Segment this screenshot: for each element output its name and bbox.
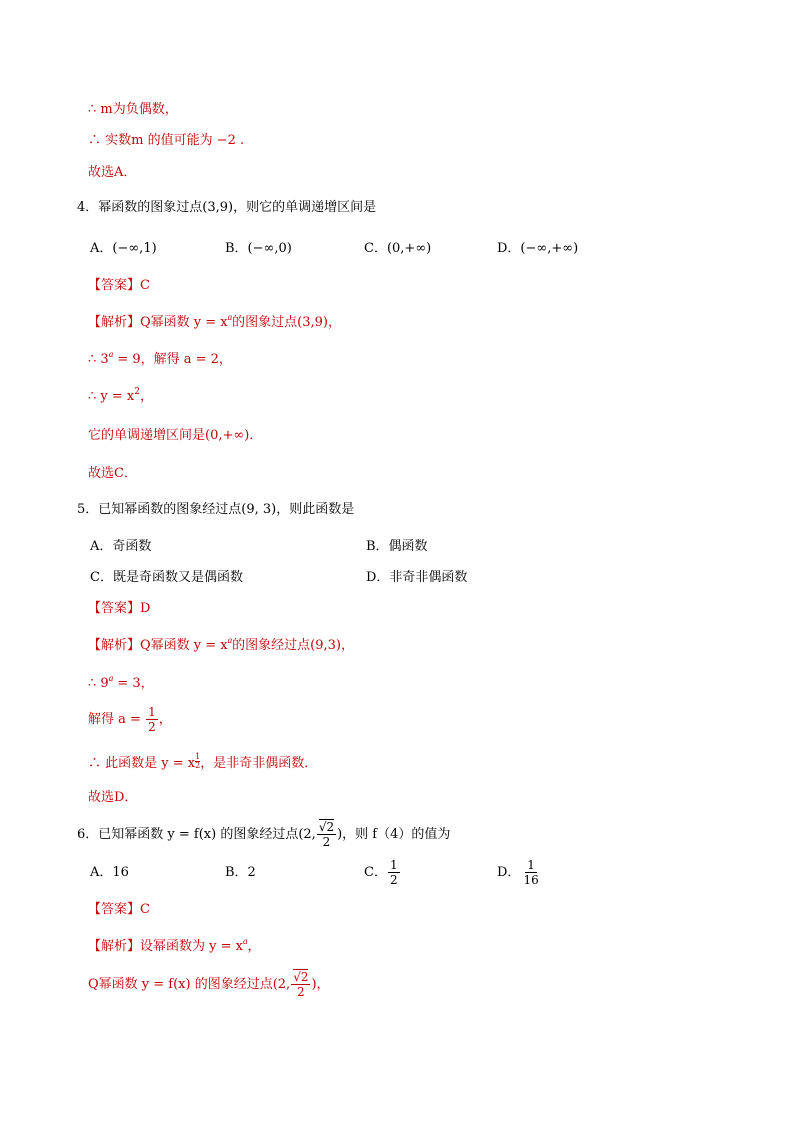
q4-option-c: C．(0,+∞) xyxy=(364,241,432,256)
q6-option-b: B．2 xyxy=(225,865,256,880)
q6-stem-a: 6．已知幂函数 y = f(x) 的图象经过点(2, xyxy=(77,827,316,842)
frac-num: 1 xyxy=(148,705,156,719)
q4-analysis xyxy=(88,314,341,332)
prev-line-2: ∴ 实数m 的值可能为 −2 . xyxy=(88,133,245,148)
q6-option-d xyxy=(497,856,542,890)
q4-step-1b: = 9，解得 a = 2， xyxy=(113,352,232,367)
q5-step-2: 解得 a = $\frac{1}{2}$ ， xyxy=(88,705,172,734)
q4-step-2a: ∴ y = x xyxy=(88,389,135,404)
q5-option-a: A．奇函数 xyxy=(90,539,152,554)
q4-step-2-exp: 2 xyxy=(134,387,140,397)
q4-step-2b: ， xyxy=(139,389,153,404)
q4-analysis-text-1: Q幂函数 y = x xyxy=(140,315,228,330)
sqrt-two: √2 xyxy=(293,970,309,984)
q5-option-d: D．非奇非偶函数 xyxy=(366,570,468,585)
q6-analysis: 【解析】设幂函数为 $y = x^a$， xyxy=(88,936,261,954)
q5-step-3a: ∴ 此函数是 y = x xyxy=(88,756,196,771)
q6-option-c-fraction xyxy=(388,858,400,887)
q4-option-b: B．(−∞,0) xyxy=(225,241,292,256)
q5-analysis-text-2: 的图象经过点(9,3)， xyxy=(232,638,354,653)
q6-option-c-label: C． xyxy=(364,865,387,880)
q6-stem-fraction xyxy=(317,820,336,849)
q4-answer: 【答案】C xyxy=(88,278,150,293)
q5-exp-half xyxy=(195,753,200,770)
frac-num xyxy=(291,970,310,985)
q5-step-1a: ∴ 9 xyxy=(88,676,109,691)
q4-step-2 xyxy=(88,388,153,407)
q4-analysis-text-2: 的图象过点(3,9)， xyxy=(232,315,341,330)
q4-step-1 xyxy=(88,351,232,369)
frac-den: 2 xyxy=(389,873,398,887)
q6-last-line xyxy=(88,968,330,1002)
q6-answer: 【答案】C xyxy=(88,902,150,917)
q5-step-3b: ，是非奇非偶函数． xyxy=(200,756,318,771)
q5-step-4: 故选D． xyxy=(88,790,138,805)
q5-analysis-text-1: Q幂函数 y = x xyxy=(140,638,228,653)
q5-step-2-text: 解得 a = xyxy=(88,712,141,727)
sqrt-two: √2 xyxy=(318,820,335,834)
q4-option-d: D．(−∞,+∞) xyxy=(497,241,579,256)
frac-num: 1 xyxy=(527,858,535,872)
frac-den: 2 xyxy=(148,720,156,734)
q4-step-4: 故选C． xyxy=(88,466,137,481)
q4-exponent-a: a xyxy=(227,312,233,322)
q4-analysis-label: 【解析】 xyxy=(88,315,141,330)
q5-analysis-label: 【解析】 xyxy=(88,638,141,653)
q5-stem: 5．已知幂函数的图象经过点(9, 3)，则此函数是 xyxy=(77,502,355,517)
q6-exponent-a: a xyxy=(242,936,248,946)
q6-stem-b: )，则 f（4）的值为 xyxy=(337,827,451,842)
q5-fraction-half xyxy=(146,705,158,734)
q6-option-a: A．16 xyxy=(90,865,129,880)
q6-option-d-label: D． xyxy=(497,865,521,880)
tiny-den: 2 xyxy=(195,761,201,770)
prev-line-1: ∴ m为负偶数， xyxy=(88,102,178,117)
frac-den: 2 xyxy=(297,985,305,999)
q6-option-c xyxy=(364,856,401,890)
q5-step-1b: = 3， xyxy=(113,676,154,691)
q6-analysis-label: 【解析】 xyxy=(88,939,141,954)
q6-last-b: )， xyxy=(311,977,330,992)
q4-step-exp: a xyxy=(108,349,114,359)
q5-analysis xyxy=(88,637,354,655)
q5-option-c: C．既是奇函数又是偶函数 xyxy=(90,570,243,585)
q4-step-1a: ∴ 3 xyxy=(88,352,109,367)
q4-stem: 4．幂函数的图象过点(3,9)，则它的单调递增区间是 xyxy=(77,200,377,215)
q6-stem xyxy=(77,818,450,852)
q5-answer: 【答案】D xyxy=(88,601,151,616)
q5-exponent-a: a xyxy=(227,635,233,645)
q6-last-fraction xyxy=(291,970,310,999)
q6-option-d-fraction xyxy=(521,858,540,887)
frac-den: 16 xyxy=(523,873,539,887)
q5-option-b: B．偶函数 xyxy=(366,539,428,554)
q4-option-a: A．(−∞,1) xyxy=(90,241,157,256)
prev-line-3: 故选A． xyxy=(88,165,137,180)
q4-step-3: 它的单调递增区间是(0,+∞)． xyxy=(88,428,263,443)
q5-step-3 xyxy=(88,752,318,778)
q6-last-a: Q幂函数 y = f(x) 的图象经过点(2, xyxy=(88,977,291,992)
q5-step-1 xyxy=(88,675,154,693)
q6-analysis-text: 设幂函数为 y = x xyxy=(140,939,243,954)
frac-num xyxy=(317,820,336,835)
frac-num: 1 xyxy=(389,858,398,872)
tiny-num: 1 xyxy=(195,752,201,761)
q5-step-1-exp: a xyxy=(108,673,114,683)
frac-den: 2 xyxy=(322,835,331,849)
